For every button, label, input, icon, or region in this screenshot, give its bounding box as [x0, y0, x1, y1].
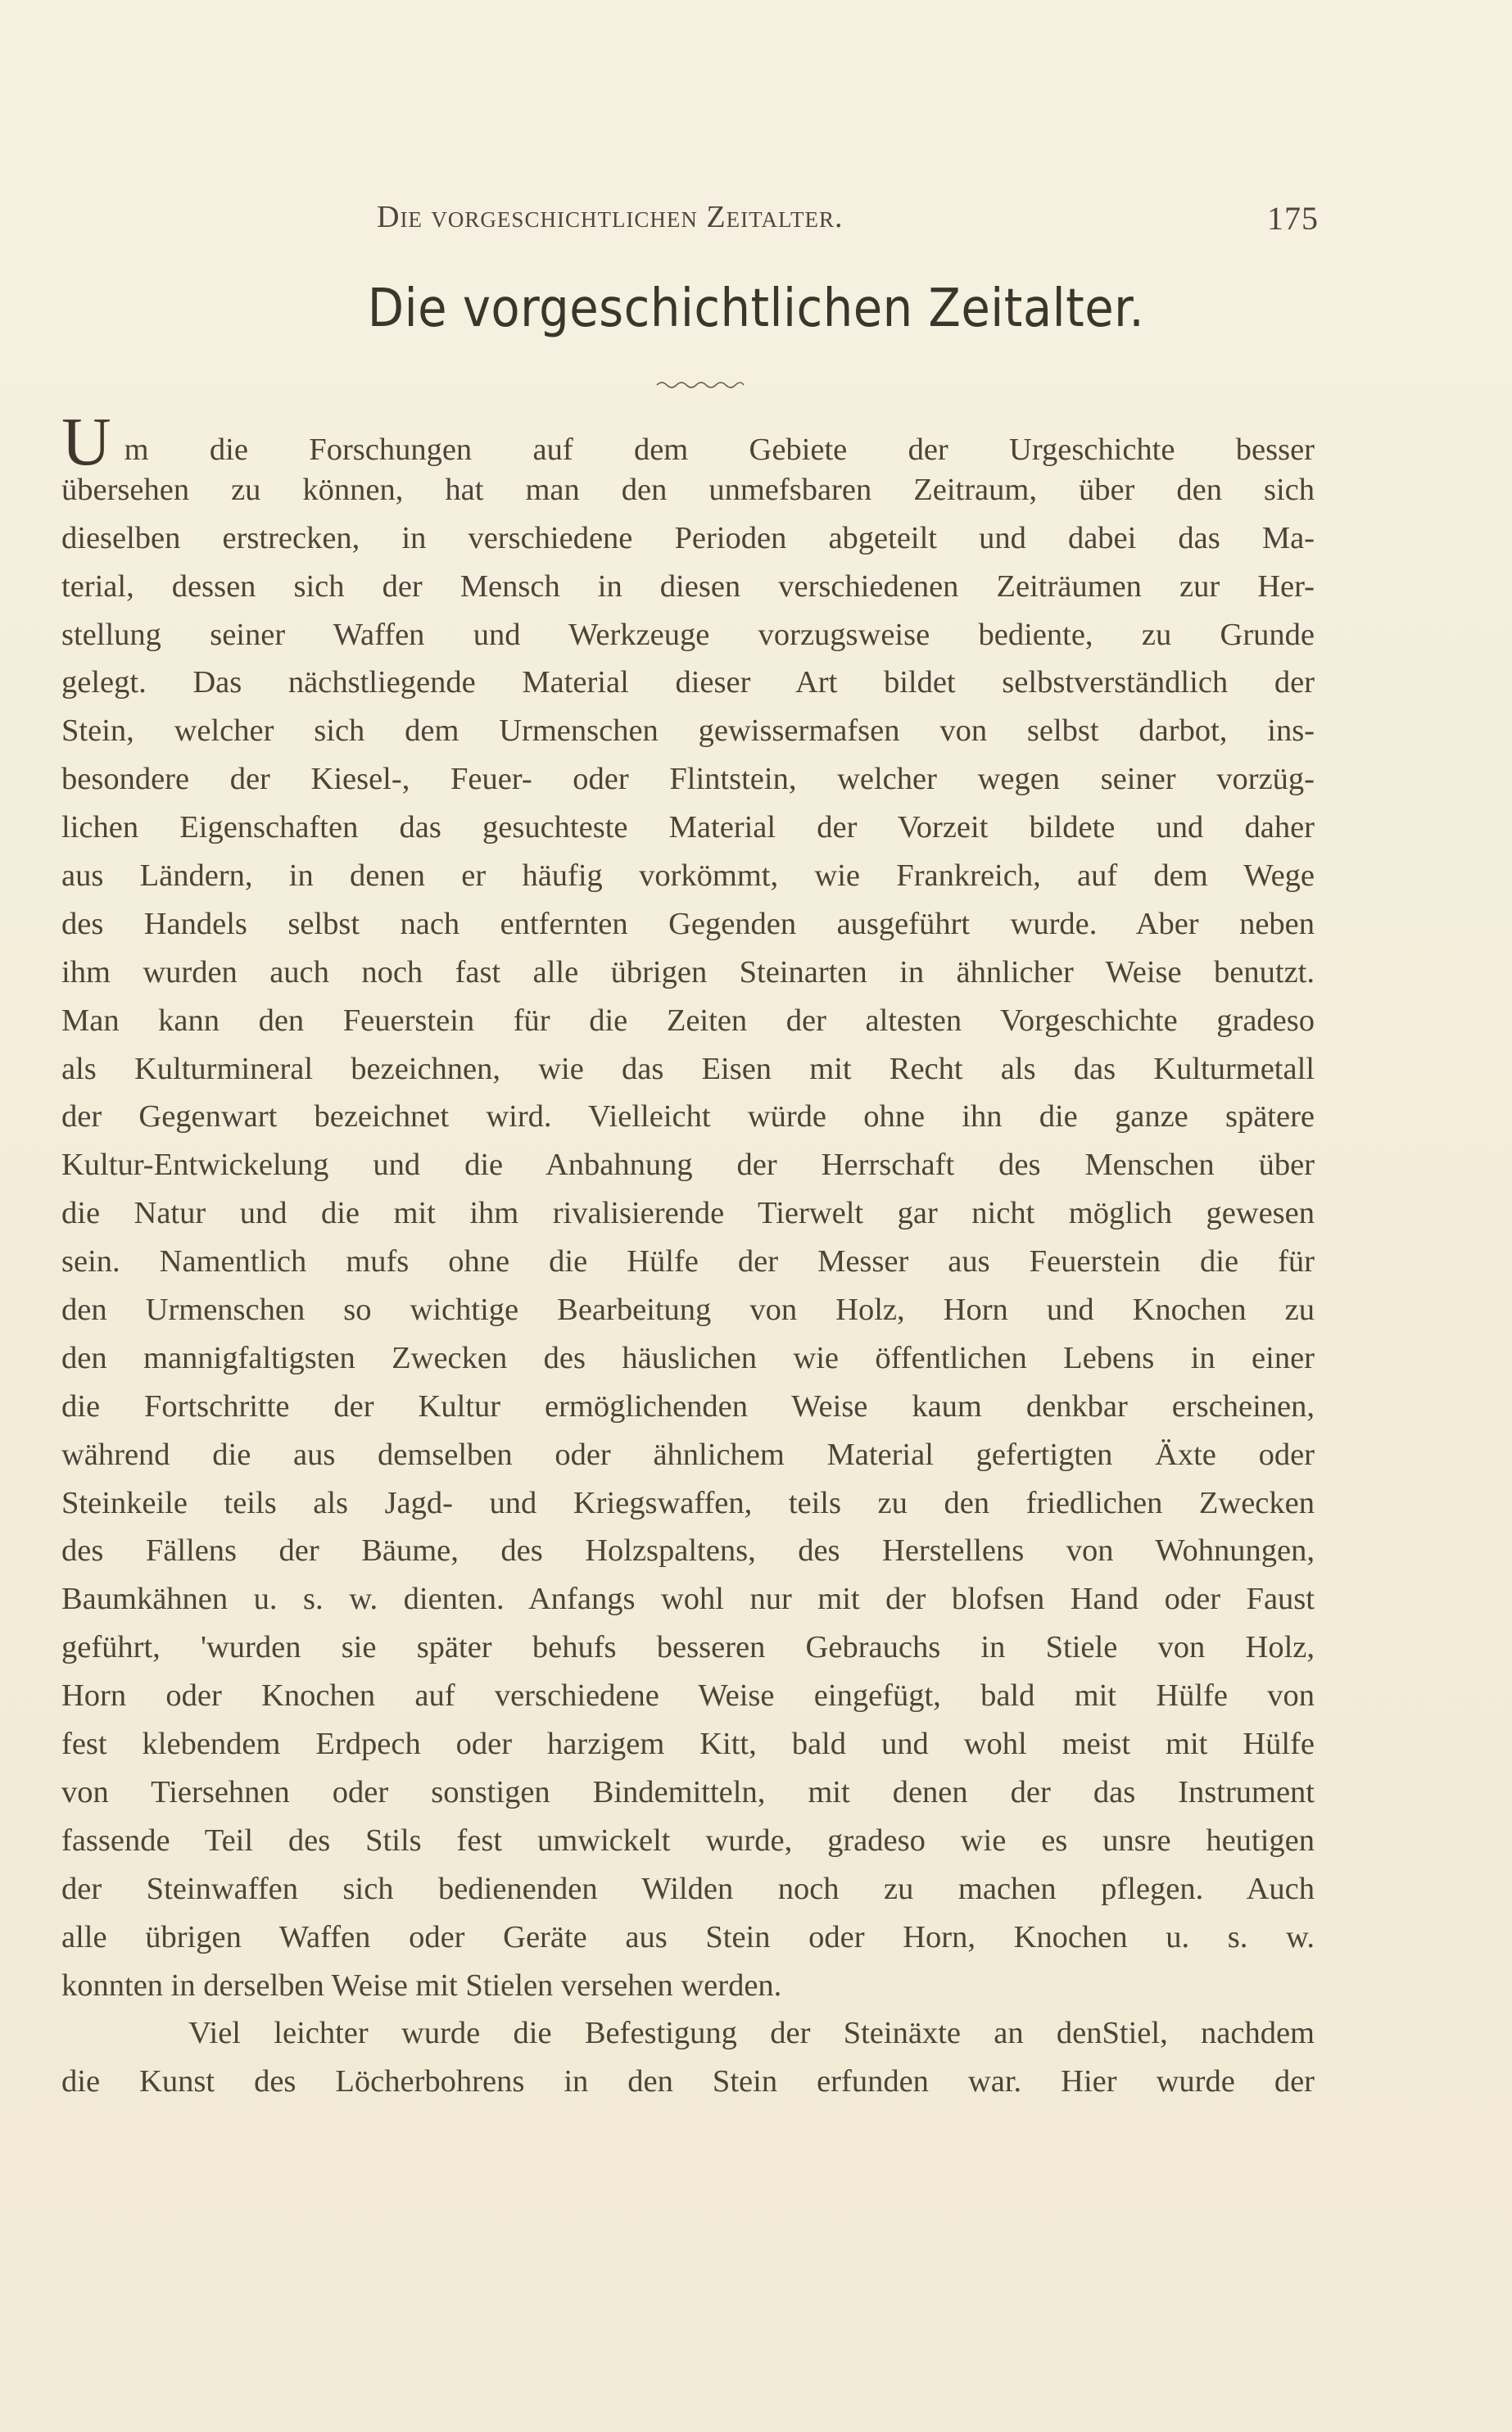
text-line: die Natur und die mit ihm rivalisierende Tierwelt gar nicht möglich gewesen	[61, 1196, 1315, 1231]
text-line: Kultur-Entwickelung und die Anbahnung der Herrschaft des Menschen über	[61, 1148, 1315, 1183]
text-line: Steinkeile teils als Jagd- und Kriegswaffen, teils zu den friedlichen Zwecken	[61, 1485, 1315, 1520]
text-line: Viel leichter wurde die Befestigung der Steinäxte an denStiel, nachdem	[188, 2016, 1315, 2051]
first-line-text: m die Forschungen auf dem Gebiete der Urgeschichte besser	[124, 433, 1315, 467]
text-line: Man kann den Feuerstein für die Zeiten der altesten Vorgeschichte gradeso	[61, 1003, 1315, 1038]
text-line: von Tiersehnen oder sonstigen Bindemitteln, mit denen der das Instrument	[61, 1774, 1315, 1809]
text-line: dieselben erstrecken, in verschiedene Perioden abgeteilt und dabei das Ma-	[61, 520, 1315, 555]
text-line: Stein, welcher sich dem Urmenschen gewissermafsen von selbst darbot, ins-	[61, 713, 1315, 749]
text-line: als Kulturmineral bezeichnen, wie das Eisen mit Recht als das Kulturmetall	[61, 1051, 1315, 1086]
text-line: gelegt. Das nächstliegende Material dieser Art bildet selbstverständlich der	[61, 665, 1315, 700]
text-line: den Urmenschen so wichtige Bearbeitung von Holz, Horn und Knochen zu	[61, 1293, 1315, 1328]
text-line: die Kunst des Löcherbohrens in den Stein erfunden war. Hier wurde der	[61, 2064, 1315, 2099]
text-line: der Gegenwart bezeichnet wird. Vielleicht würde ohne ihn die ganze spätere	[61, 1099, 1315, 1134]
text-line: aus Ländern, in denen er häufig vorkömmt, wie Frankreich, auf dem Wege	[61, 858, 1315, 894]
text-line: der Steinwaffen sich bedienenden Wilden noch zu machen pflegen. Auch	[61, 1871, 1315, 1906]
text-line: Baumkähnen u. s. w. dienten. Anfangs wohl nur mit der blofsen Hand oder Faust	[61, 1582, 1315, 1617]
wavy-ornament-icon	[655, 378, 745, 392]
text-line: lichen Eigenschaften das gesuchteste Material der Vorzeit bildete und daher	[61, 810, 1315, 845]
text-line: alle übrigen Waffen oder Geräte aus Stein oder Horn, Knochen u. s. w.	[61, 1919, 1315, 1954]
text-line: geführt, 'wurden sie später behufs besseren Gebrauchs in Stiele von Holz,	[61, 1630, 1315, 1665]
text-line: besondere der Kiesel-, Feuer- oder Flintstein, welcher wegen seiner vorzüg-	[61, 762, 1315, 797]
chapter-title: Die vorgeschichtlichen Zeitalter.	[367, 279, 1145, 339]
text-line: Horn oder Knochen auf verschiedene Weise eingefügt, bald mit Hülfe von	[61, 1678, 1315, 1714]
text-line: terial, dessen sich der Mensch in diesen verschiedenen Zeiträumen zur Her-	[61, 568, 1315, 604]
drop-initial: U	[61, 404, 111, 480]
text-line: übersehen zu können, hat man den unmefsbaren Zeitraum, über den sich	[61, 472, 1315, 507]
page-number: 175	[1267, 200, 1319, 237]
text-line: die Fortschritte der Kultur ermöglichenden Weise kaum denkbar erscheinen,	[61, 1388, 1315, 1424]
text-line: fassende Teil des Stils fest umwickelt wurde, gradeso wie es unsre heutigen	[61, 1823, 1315, 1858]
text-line: während die aus demselben oder ähnlichem Material gefertigten Äxte oder	[61, 1437, 1315, 1472]
text-line: konnten in derselben Weise mit Stielen versehen werden.	[61, 1968, 782, 2003]
text-line: ihm wurden auch noch fast alle übrigen Steinarten in ähnlicher Weise benutzt.	[61, 954, 1315, 990]
text-line: des Fällens der Bäume, des Holzspaltens, des Herstellens von Wohnungen,	[61, 1533, 1315, 1569]
text-line: fest klebendem Erdpech oder harzigem Kitt, bald und wohl meist mit Hülfe	[61, 1727, 1315, 1762]
text-line	[61, 404, 1315, 480]
text-line: stellung seiner Waffen und Werkzeuge vorzugsweise bediente, zu Grunde	[61, 617, 1315, 652]
text-line: des Handels selbst nach entfernten Gegenden ausgeführt wurde. Aber neben	[61, 906, 1315, 941]
text-line: sein. Namentlich mufs ohne die Hülfe der Messer aus Feuerstein die für	[61, 1244, 1315, 1279]
running-title: Die vorgeschichtlichen Zeitalter.	[377, 200, 844, 234]
running-header	[377, 199, 1319, 248]
text-line: den mannigfaltigsten Zwecken des häuslichen wie öffentlichen Lebens in einer	[61, 1340, 1315, 1375]
body-text	[61, 404, 1315, 2106]
